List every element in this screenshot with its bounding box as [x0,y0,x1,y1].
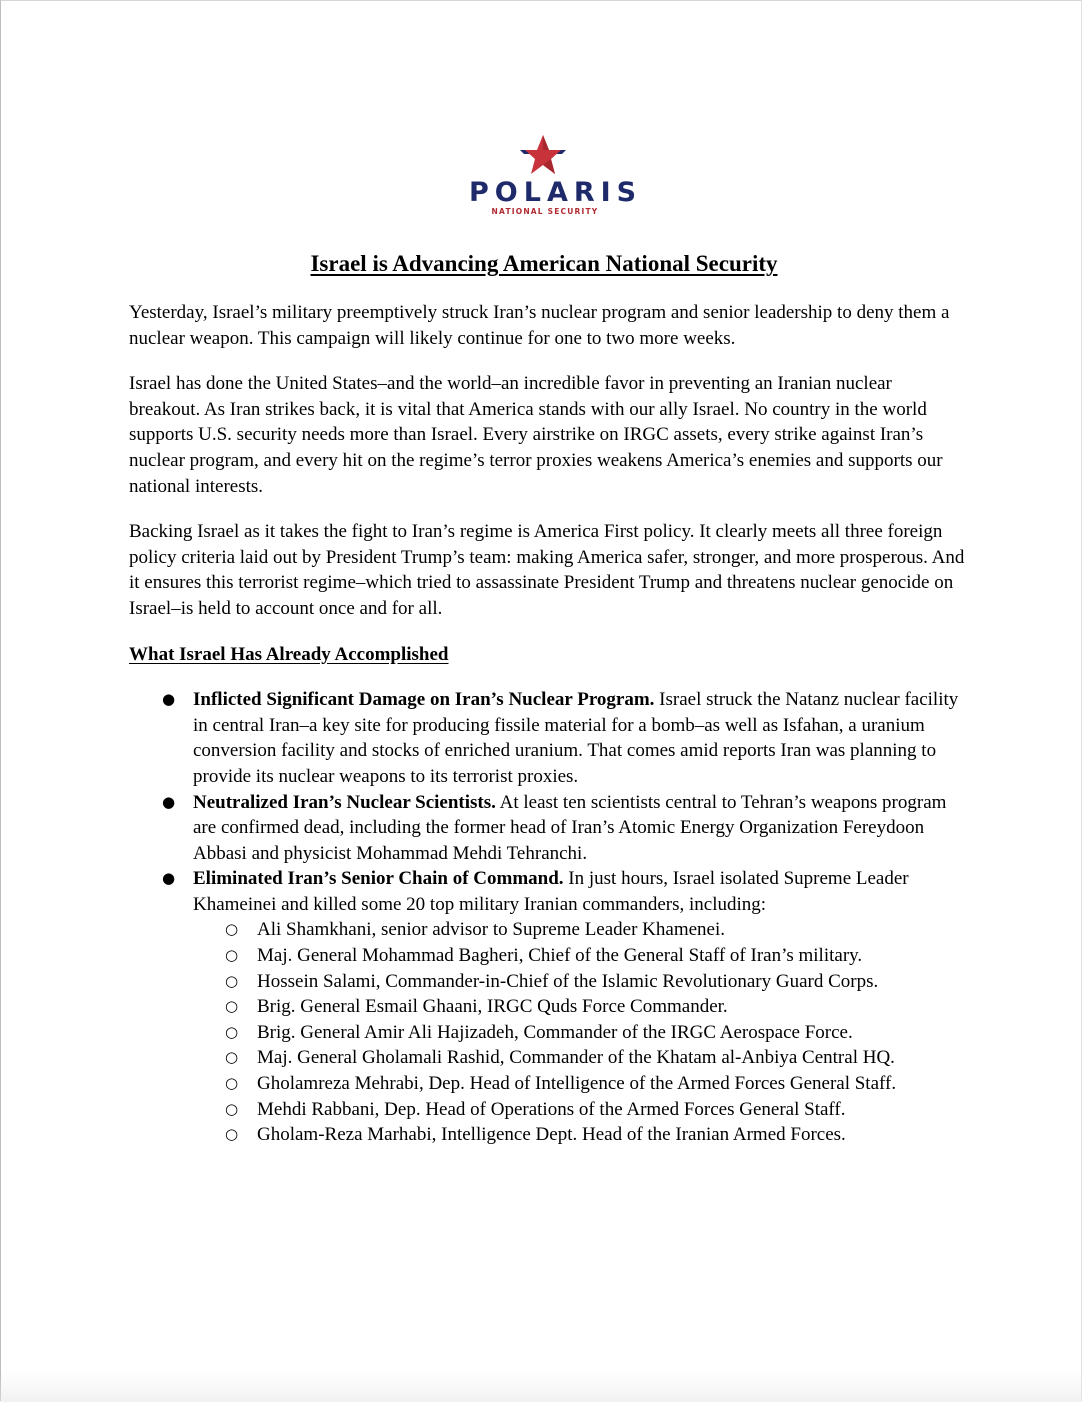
bullet-text: At least ten scientists central to Tehran’s weapons program are confirmed dead, including the former head of Iran’s Atomic Energy Organization Fereydoon Abbasi and physicist Mohammad Mehdi Tehranchi. [193,791,947,864]
commanders-list [193,917,965,1147]
document-title: Israel is Advancing American National Security [310,251,778,276]
list-item [193,866,965,1148]
bullet-text: In just hours, Israel isolated Supreme Leader Khameinei and killed some 20 top military Iranian commanders, including: [193,868,909,915]
polaris-logo [463,133,643,223]
bullet-text: Israel struck the Natanz nuclear facility in central Iran–a key site for producing fissile material for a bomb–as well as Isfahan, a uranium conversion facility and stocks of enriched uranium. That comes amid reports Iran was planning to provide its nuclear weapons to its terrorist proxies. [193,689,959,787]
paragraph: Israel has done the United States–and the world–an incredible favor in preventing an Iranian nuclear breakout. As Iran strikes back, it is vital that America stands with our ally Israel. No country in the world supports U.S. security needs more than Israel. Every airstrike on IRGC assets, every strike against Iran’s nuclear program, and every hit on the regime’s terror proxies weakens America’s enemies and supports our national interests. [129,373,943,497]
sub-list-item: ○ Ali Shamkhani, senior advisor to Supreme Leader Khamenei. [257,917,965,943]
sub-list-item: ○ Gholamreza Mehrabi, Dep. Head of Intelligence of the Armed Forces General Staff. [257,1071,965,1097]
page-bottom-shadow [0,1372,1082,1402]
bullet-heading: Neutralized Iran’s Nuclear Scientists. [193,791,496,813]
paragraph: Yesterday, Israel’s military preemptively struck Iran’s nuclear program and senior leadership to deny them a nuclear weapon. This campaign will likely continue for one to two more weeks. [129,302,950,349]
sub-list-item: ○ Hossein Salami, Commander-in-Chief of the Islamic Revolutionary Guard Corps. [257,969,965,995]
accomplishments-list [129,687,965,1148]
sub-list-item: ○ Mehdi Rabbani, Dep. Head of Operations of the Armed Forces General Staff. [257,1097,965,1123]
paragraph: Backing Israel as it takes the fight to Iran’s regime is America First policy. It clearly meets all three foreign policy criteria laid out by President Trump’s team: making America safer, stronger, and more prosperous. And it ensures this terrorist regime–which tried to assassinate President Trump and threatens nuclear genocide on Israel–is held to account once and for all. [129,521,965,619]
document-body [129,300,965,1148]
section-heading: What Israel Has Already Accomplished [129,643,449,665]
star-logo-icon [518,133,568,177]
bullet-heading: Inflicted Significant Damage on Iran’s Nuclear Program. [193,689,655,711]
sub-list-item: ○ Gholam-Reza Marhabi, Intelligence Dept. Head of the Iranian Armed Forces. [257,1122,965,1148]
bullet-heading: Eliminated Iran’s Senior Chain of Command. [193,868,564,890]
logo-wordmark: POLARIS [469,177,643,208]
sub-list-item: ○ Brig. General Esmail Ghaani, IRGC Quds Force Commander. [257,994,965,1020]
logo-subtitle: NATIONAL SECURITY [491,207,599,216]
sub-list-item: ○ Maj. General Mohammad Bagheri, Chief of the General Staff of Iran’s military. [257,943,965,969]
sub-list-item: ○ Brig. General Amir Ali Hajizadeh, Commander of the IRGC Aerospace Force. [257,1020,965,1046]
sub-list-item: ○ Maj. General Gholamali Rashid, Commander of the Khatam al-Anbiya Central HQ. [257,1045,965,1071]
list-item [193,687,965,789]
list-item [193,790,965,867]
